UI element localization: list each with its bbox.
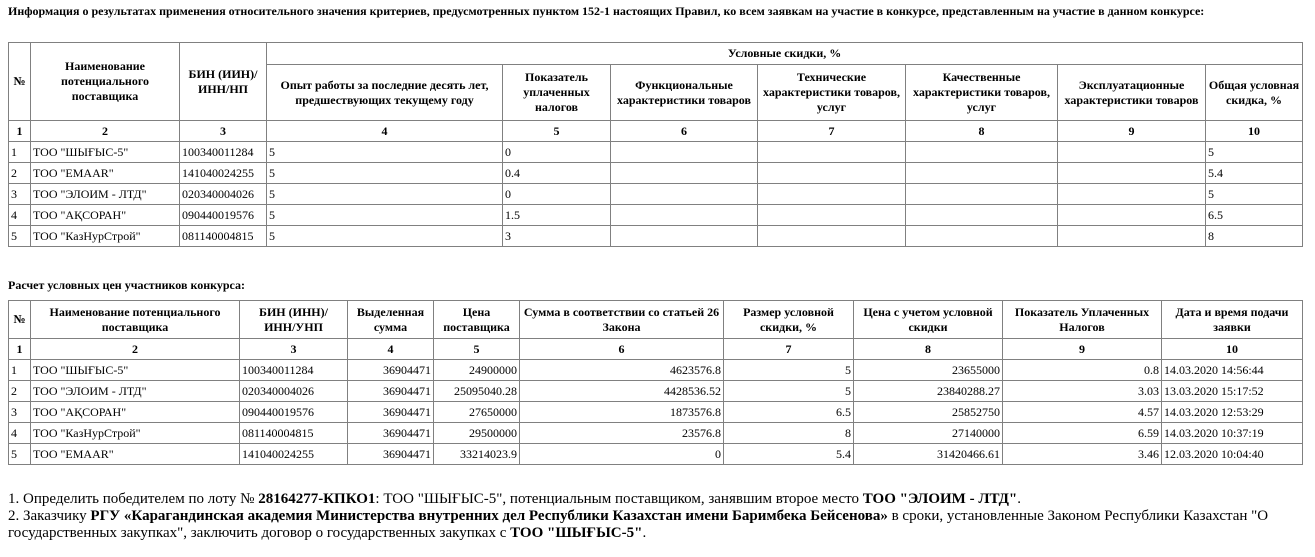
total-discount-value: 5 bbox=[1206, 142, 1303, 163]
experience-value: 5 bbox=[267, 226, 503, 247]
col-number: 8 bbox=[906, 121, 1058, 142]
sum-article-26: 4428536.52 bbox=[520, 381, 724, 402]
col-number: 1 bbox=[9, 339, 31, 360]
quality-value bbox=[906, 163, 1058, 184]
total-discount-value: 5 bbox=[1206, 184, 1303, 205]
tax-value: 0 bbox=[503, 184, 611, 205]
col-header-technical: Технические характеристики товаров, услуг bbox=[758, 65, 906, 121]
decision-paragraph-1 bbox=[8, 491, 1308, 508]
col-header-name: Наименование потенциального поставщика bbox=[31, 301, 240, 339]
discount-size: 8 bbox=[724, 423, 854, 444]
table-row bbox=[9, 142, 1303, 163]
col-number: 3 bbox=[240, 339, 348, 360]
operational-value bbox=[1058, 205, 1206, 226]
col-number: 5 bbox=[503, 121, 611, 142]
allocated-amount: 36904471 bbox=[348, 444, 434, 465]
table-row bbox=[9, 423, 1303, 444]
col-header-datetime: Дата и время подачи заявки bbox=[1162, 301, 1303, 339]
technical-value bbox=[758, 184, 906, 205]
supplier-price: 33214023.9 bbox=[434, 444, 520, 465]
col-header-discount: Размер условной скидки, % bbox=[724, 301, 854, 339]
supplier-bin: 100340011284 bbox=[240, 360, 348, 381]
column-number-row bbox=[9, 121, 1303, 142]
discount-size: 6.5 bbox=[724, 402, 854, 423]
supplier-bin: 081140004815 bbox=[240, 423, 348, 444]
decision-text-part: : ТОО "ШЫҒЫС-5", потенциальным поставщиком, занявшим второе место bbox=[375, 491, 863, 507]
supplier-name: ТОО "ШЫҒЫС-5" bbox=[31, 142, 180, 163]
table-row bbox=[9, 205, 1303, 226]
row-number: 3 bbox=[9, 184, 31, 205]
table-row bbox=[9, 226, 1303, 247]
allocated-amount: 36904471 bbox=[348, 381, 434, 402]
submission-datetime: 14.03.2020 12:53:29 bbox=[1162, 402, 1303, 423]
sum-article-26: 0 bbox=[520, 444, 724, 465]
table-row bbox=[9, 163, 1303, 184]
row-number: 1 bbox=[9, 360, 31, 381]
col-number: 8 bbox=[854, 339, 1003, 360]
decision-text-part: в сроки, установленные Законом Республики Казахстан "О государственных закупках", заключить договор о государственных закупках с bbox=[8, 508, 1269, 541]
total-discount-value: 6.5 bbox=[1206, 205, 1303, 226]
table-row bbox=[9, 184, 1303, 205]
submission-datetime: 14.03.2020 14:56:44 bbox=[1162, 360, 1303, 381]
tax-value: 0 bbox=[503, 142, 611, 163]
col-number: 4 bbox=[348, 339, 434, 360]
supplier-bin: 100340011284 bbox=[180, 142, 267, 163]
supplier-price: 25095040.28 bbox=[434, 381, 520, 402]
row-number: 2 bbox=[9, 163, 31, 184]
tax-index: 0.8 bbox=[1003, 360, 1162, 381]
supplier-bin: 020340004026 bbox=[240, 381, 348, 402]
col-header-quality: Качественные характеристики товаров, услуг bbox=[906, 65, 1058, 121]
col-header-allocated: Выделенная сумма bbox=[348, 301, 434, 339]
col-header-operational: Эксплуатационные характеристики товаров bbox=[1058, 65, 1206, 121]
table-row bbox=[9, 402, 1303, 423]
sum-article-26: 1873576.8 bbox=[520, 402, 724, 423]
decision-text bbox=[8, 491, 1308, 542]
supplier-name: ТОО "ЭЛОИМ - ЛТД" bbox=[31, 381, 240, 402]
operational-value bbox=[1058, 142, 1206, 163]
decision-text-part: . bbox=[1017, 491, 1021, 507]
supplier-price: 24900000 bbox=[434, 360, 520, 381]
tax-index: 6.59 bbox=[1003, 423, 1162, 444]
col-header-tax-index: Показатель Уплаченных Налогов bbox=[1003, 301, 1162, 339]
technical-value bbox=[758, 163, 906, 184]
col-header-num: № bbox=[9, 43, 31, 121]
submission-datetime: 12.03.2020 10:04:40 bbox=[1162, 444, 1303, 465]
decision-paragraph-2 bbox=[8, 508, 1308, 542]
row-number: 4 bbox=[9, 205, 31, 226]
discount-size: 5.4 bbox=[724, 444, 854, 465]
col-header-bin: БИН (ИНН)/ ИНН/УНП bbox=[240, 301, 348, 339]
col-header-experience: Опыт работы за последние десять лет, предшествующих текущему году bbox=[267, 65, 503, 121]
functional-value bbox=[611, 184, 758, 205]
sum-article-26: 23576.8 bbox=[520, 423, 724, 444]
supplier-bin: 081140004815 bbox=[180, 226, 267, 247]
col-number: 2 bbox=[31, 121, 180, 142]
row-number: 5 bbox=[9, 444, 31, 465]
decision-text-part: . bbox=[642, 525, 647, 541]
col-number: 6 bbox=[611, 121, 758, 142]
col-number: 7 bbox=[724, 339, 854, 360]
row-number: 4 bbox=[9, 423, 31, 444]
col-number: 9 bbox=[1058, 121, 1206, 142]
conditional-price: 27140000 bbox=[854, 423, 1003, 444]
experience-value: 5 bbox=[267, 142, 503, 163]
experience-value: 5 bbox=[267, 205, 503, 226]
total-discount-value: 5.4 bbox=[1206, 163, 1303, 184]
supplier-name: ТОО "КазНурСтрой" bbox=[31, 423, 240, 444]
conditional-price: 31420466.61 bbox=[854, 444, 1003, 465]
col-header-conditional-price: Цена с учетом условной скидки bbox=[854, 301, 1003, 339]
col-header-sum26: Сумма в соответствии со статьей 26 Закона bbox=[520, 301, 724, 339]
quality-value bbox=[906, 205, 1058, 226]
supplier-name: ТОО "EMAAR" bbox=[31, 444, 240, 465]
supplier-bin: 141040024255 bbox=[240, 444, 348, 465]
column-number-row bbox=[9, 339, 1303, 360]
supplier-name: ТОО "АҚСОРАН" bbox=[31, 402, 240, 423]
functional-value bbox=[611, 226, 758, 247]
col-number: 9 bbox=[1003, 339, 1162, 360]
submission-datetime: 13.03.2020 15:17:52 bbox=[1162, 381, 1303, 402]
submission-datetime: 14.03.2020 10:37:19 bbox=[1162, 423, 1303, 444]
col-number: 3 bbox=[180, 121, 267, 142]
lot-number: 28164277-КПКО1 bbox=[258, 491, 376, 507]
supplier-bin: 020340004026 bbox=[180, 184, 267, 205]
col-number: 2 bbox=[31, 339, 240, 360]
second-place-supplier: ТОО "ЭЛОИМ - ЛТД" bbox=[862, 491, 1018, 507]
quality-value bbox=[906, 226, 1058, 247]
supplier-name: ТОО "КазНурСтрой" bbox=[31, 226, 180, 247]
criteria-table bbox=[8, 42, 1303, 247]
tax-value: 1.5 bbox=[503, 205, 611, 226]
col-number: 7 bbox=[758, 121, 906, 142]
col-header-discounts: Условные скидки, % bbox=[267, 43, 1303, 65]
allocated-amount: 36904471 bbox=[348, 360, 434, 381]
conditional-price: 25852750 bbox=[854, 402, 1003, 423]
supplier-bin: 090440019576 bbox=[180, 205, 267, 226]
col-number: 5 bbox=[434, 339, 520, 360]
experience-value: 5 bbox=[267, 184, 503, 205]
col-header-taxes: Показатель уплаченных налогов bbox=[503, 65, 611, 121]
col-header-num: № bbox=[9, 301, 31, 339]
technical-value bbox=[758, 142, 906, 163]
row-number: 2 bbox=[9, 381, 31, 402]
conditional-price: 23840288.27 bbox=[854, 381, 1003, 402]
functional-value bbox=[611, 142, 758, 163]
tax-value: 0.4 bbox=[503, 163, 611, 184]
experience-value: 5 bbox=[267, 163, 503, 184]
conditional-price: 23655000 bbox=[854, 360, 1003, 381]
col-header-name: Наименование потенциального поставщика bbox=[31, 43, 180, 121]
total-discount-value: 8 bbox=[1206, 226, 1303, 247]
supplier-price: 27650000 bbox=[434, 402, 520, 423]
tax-index: 3.03 bbox=[1003, 381, 1162, 402]
decision-text-part: 2. Заказчику bbox=[8, 508, 91, 524]
discount-size: 5 bbox=[724, 381, 854, 402]
allocated-amount: 36904471 bbox=[348, 402, 434, 423]
row-number: 3 bbox=[9, 402, 31, 423]
tax-value: 3 bbox=[503, 226, 611, 247]
col-header-price: Цена поставщика bbox=[434, 301, 520, 339]
decision-text-part: 1. Определить победителем по лоту № bbox=[8, 491, 259, 507]
technical-value bbox=[758, 226, 906, 247]
col-header-total: Общая условная скидка, % bbox=[1206, 65, 1303, 121]
supplier-price: 29500000 bbox=[434, 423, 520, 444]
supplier-name: ТОО "ШЫҒЫС-5" bbox=[31, 360, 240, 381]
functional-value bbox=[611, 163, 758, 184]
technical-value bbox=[758, 205, 906, 226]
supplier-bin: 090440019576 bbox=[240, 402, 348, 423]
section2-title: Расчет условных цен участников конкурса: bbox=[8, 278, 246, 292]
sum-article-26: 4623576.8 bbox=[520, 360, 724, 381]
functional-value bbox=[611, 205, 758, 226]
winner-supplier: ТОО "ШЫҒЫС-5" bbox=[510, 525, 643, 541]
discount-size: 5 bbox=[724, 360, 854, 381]
row-number: 1 bbox=[9, 142, 31, 163]
tax-index: 3.46 bbox=[1003, 444, 1162, 465]
supplier-name: ТОО "EMAAR" bbox=[31, 163, 180, 184]
col-number: 1 bbox=[9, 121, 31, 142]
row-number: 5 bbox=[9, 226, 31, 247]
supplier-name: ТОО "ЭЛОИМ - ЛТД" bbox=[31, 184, 180, 205]
supplier-name: ТОО "АҚСОРАН" bbox=[31, 205, 180, 226]
operational-value bbox=[1058, 163, 1206, 184]
table-row bbox=[9, 381, 1303, 402]
col-number: 6 bbox=[520, 339, 724, 360]
section1-title: Информация о результатах применения относительного значения критериев, предусмотренных пунктом 152-1 настоящих Правил, ко всем заявкам на участие в конкурсе, представленным на участие в данном конкурсе: bbox=[8, 4, 1205, 18]
allocated-amount: 36904471 bbox=[348, 423, 434, 444]
supplier-bin: 141040024255 bbox=[180, 163, 267, 184]
quality-value bbox=[906, 142, 1058, 163]
quality-value bbox=[906, 184, 1058, 205]
tax-index: 4.57 bbox=[1003, 402, 1162, 423]
col-number: 10 bbox=[1206, 121, 1303, 142]
col-number: 10 bbox=[1162, 339, 1303, 360]
col-number: 4 bbox=[267, 121, 503, 142]
col-header-bin: БИН (ИИН)/ ИНН/НП bbox=[180, 43, 267, 121]
col-header-functional: Функциональные характеристики товаров bbox=[611, 65, 758, 121]
operational-value bbox=[1058, 226, 1206, 247]
table-row bbox=[9, 360, 1303, 381]
customer-name: РГУ «Карагандинская академия Министерства внутренних дел Республики Казахстан имени Баримбека Бейсенова» bbox=[90, 508, 888, 524]
operational-value bbox=[1058, 184, 1206, 205]
price-calculation-table bbox=[8, 300, 1303, 465]
table-row bbox=[9, 444, 1303, 465]
